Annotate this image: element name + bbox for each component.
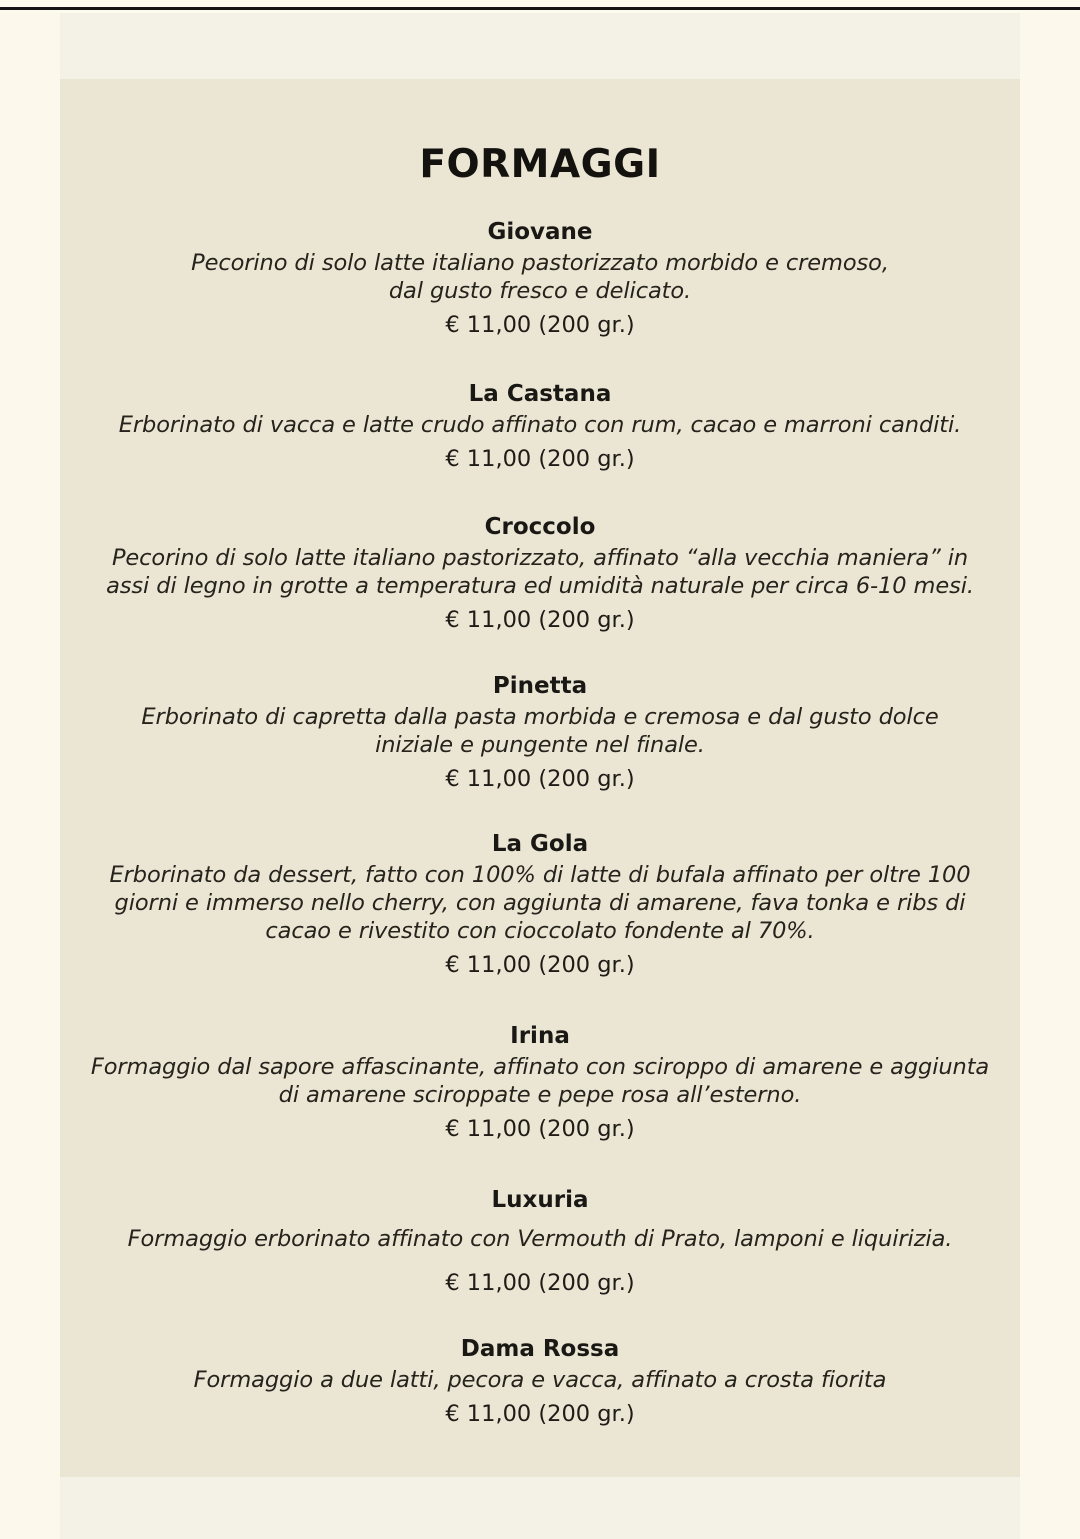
description-line: Formaggio erborinato affinato con Vermouth di Prato, lamponi e liquirizia. — [127, 1226, 953, 1252]
description-line: Erborinato di capretta dalla pasta morbida e cremosa e dal gusto dolce — [141, 704, 939, 730]
menu-item — [60, 1335, 1020, 1428]
item-name: Luxuria — [491, 1187, 589, 1213]
item-description — [60, 544, 1020, 600]
description-line: di amarene sciroppate e pepe rosa all’esterno. — [278, 1082, 802, 1108]
description-line: dal gusto fresco e delicato. — [388, 278, 692, 304]
description-line: iniziale e pungente nel finale. — [375, 732, 705, 758]
item-description — [60, 249, 1020, 305]
right-margin — [1020, 13, 1080, 1539]
item-description — [60, 1053, 1020, 1109]
item-price: € 11,00 (200 gr.) — [445, 1116, 635, 1142]
item-name: La Gola — [491, 831, 589, 857]
top-rule — [0, 0, 1080, 10]
item-price: € 11,00 (200 gr.) — [445, 1401, 635, 1427]
item-name: La Castana — [468, 381, 612, 407]
item-name: Irina — [510, 1023, 570, 1049]
item-description — [60, 411, 1020, 439]
item-description — [60, 1366, 1020, 1394]
menu-item — [60, 830, 1020, 979]
description-line: giorni e immerso nello cherry, con aggiunta di amarene, fava tonka e ribs di — [114, 890, 966, 916]
description-line: cacao e rivestito con cioccolato fondente al 70%. — [265, 918, 815, 944]
item-price: € 11,00 (200 gr.) — [445, 952, 635, 978]
item-name: Giovane — [487, 219, 593, 245]
description-line: Formaggio a due latti, pecora e vacca, affinato a crosta fiorita — [193, 1367, 887, 1393]
page-title: FORMAGGI — [419, 142, 661, 187]
menu-item — [60, 1022, 1020, 1143]
menu-item — [60, 1186, 1020, 1297]
item-price: € 11,00 (200 gr.) — [445, 1270, 635, 1296]
item-description — [60, 1225, 1020, 1253]
description-line: Formaggio dal sapore affascinante, affinato con sciroppo di amarene e aggiunta — [90, 1054, 990, 1080]
description-line: assi di legno in grotte a temperatura ed umidità naturale per circa 6-10 mesi. — [106, 573, 974, 599]
item-name: Pinetta — [492, 673, 588, 699]
description-line: Erborinato di vacca e latte crudo affinato con rum, cacao e marroni canditi. — [118, 412, 962, 438]
description-line: Erborinato da dessert, fatto con 100% di latte di bufala affinato per oltre 100 — [109, 862, 971, 888]
menu-item — [60, 380, 1020, 473]
item-name: Croccolo — [484, 514, 596, 540]
item-price: € 11,00 (200 gr.) — [445, 607, 635, 633]
item-description — [60, 703, 1020, 759]
menu-item — [60, 513, 1020, 634]
item-price: € 11,00 (200 gr.) — [445, 446, 635, 472]
item-name: Dama Rossa — [460, 1336, 620, 1362]
item-price: € 11,00 (200 gr.) — [445, 312, 635, 338]
menu-item — [60, 672, 1020, 793]
description-line: Pecorino di solo latte italiano pastorizzato morbido e cremoso, — [191, 250, 889, 276]
left-margin — [0, 13, 60, 1539]
item-price: € 11,00 (200 gr.) — [445, 766, 635, 792]
description-line: Pecorino di solo latte italiano pastorizzato, affinato “alla vecchia maniera” in — [111, 545, 969, 571]
item-description — [60, 861, 1020, 945]
menu-item — [60, 218, 1020, 339]
